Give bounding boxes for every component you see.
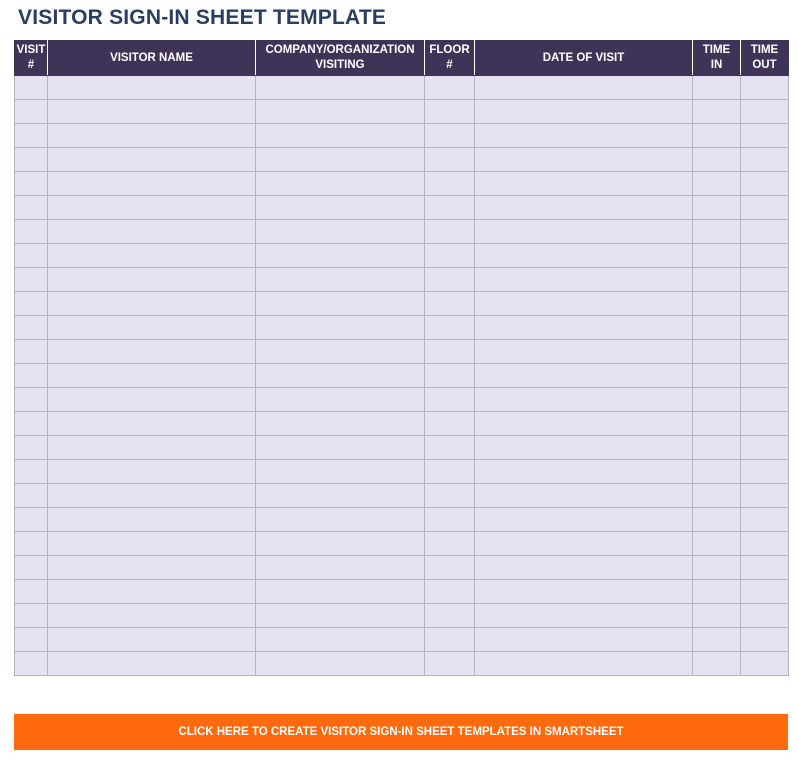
cell-visitor-name[interactable] bbox=[48, 532, 256, 556]
cell-time-out[interactable] bbox=[741, 76, 789, 100]
cell-visit-number[interactable] bbox=[15, 340, 48, 364]
cell-visit-number[interactable] bbox=[15, 100, 48, 124]
cell-time-out[interactable] bbox=[741, 316, 789, 340]
cell-date[interactable] bbox=[475, 100, 693, 124]
cell-company[interactable] bbox=[256, 316, 425, 340]
create-template-banner-button[interactable]: CLICK HERE TO CREATE VISITOR SIGN-IN SHEET TEMPLATES IN SMARTSHEET bbox=[14, 714, 788, 750]
cell-floor[interactable] bbox=[425, 124, 475, 148]
table-row bbox=[15, 364, 789, 388]
cell-company[interactable] bbox=[256, 580, 425, 604]
cell-company[interactable] bbox=[256, 628, 425, 652]
cell-visitor-name[interactable] bbox=[48, 460, 256, 484]
cell-time-out[interactable] bbox=[741, 532, 789, 556]
cell-floor[interactable] bbox=[425, 532, 475, 556]
cell-company[interactable] bbox=[256, 412, 425, 436]
cell-time-in[interactable] bbox=[693, 364, 741, 388]
cell-date[interactable] bbox=[475, 364, 693, 388]
table-row bbox=[15, 388, 789, 412]
cell-visitor-name[interactable] bbox=[48, 196, 256, 220]
cell-visit-number[interactable] bbox=[15, 436, 48, 460]
table-row bbox=[15, 340, 789, 364]
cell-company[interactable] bbox=[256, 76, 425, 100]
cell-company[interactable] bbox=[256, 100, 425, 124]
cell-time-in[interactable] bbox=[693, 220, 741, 244]
cell-time-out[interactable] bbox=[741, 196, 789, 220]
cell-visitor-name[interactable] bbox=[48, 436, 256, 460]
cell-time-out[interactable] bbox=[741, 652, 789, 676]
cell-date[interactable] bbox=[475, 292, 693, 316]
cell-floor[interactable] bbox=[425, 196, 475, 220]
cell-company[interactable] bbox=[256, 556, 425, 580]
cell-time-in[interactable] bbox=[693, 460, 741, 484]
cell-visitor-name[interactable] bbox=[48, 340, 256, 364]
cell-time-in[interactable] bbox=[693, 412, 741, 436]
cell-date[interactable] bbox=[475, 580, 693, 604]
cell-time-out[interactable] bbox=[741, 628, 789, 652]
cell-floor[interactable] bbox=[425, 172, 475, 196]
cell-date[interactable] bbox=[475, 268, 693, 292]
cell-time-in[interactable] bbox=[693, 580, 741, 604]
cell-company[interactable] bbox=[256, 436, 425, 460]
cell-time-out[interactable] bbox=[741, 604, 789, 628]
cell-date[interactable] bbox=[475, 556, 693, 580]
cell-date[interactable] bbox=[475, 196, 693, 220]
cell-visit-number[interactable] bbox=[15, 484, 48, 508]
cell-floor[interactable] bbox=[425, 628, 475, 652]
table-row bbox=[15, 292, 789, 316]
cell-floor[interactable] bbox=[425, 508, 475, 532]
table-row bbox=[15, 436, 789, 460]
cell-floor[interactable] bbox=[425, 436, 475, 460]
cell-time-out[interactable] bbox=[741, 172, 789, 196]
cell-time-in[interactable] bbox=[693, 196, 741, 220]
cell-time-out[interactable] bbox=[741, 124, 789, 148]
cell-visit-number[interactable] bbox=[15, 604, 48, 628]
cell-time-out[interactable] bbox=[741, 244, 789, 268]
table-row bbox=[15, 316, 789, 340]
cell-time-out[interactable] bbox=[741, 268, 789, 292]
cell-company[interactable] bbox=[256, 292, 425, 316]
cell-floor[interactable] bbox=[425, 244, 475, 268]
table-row bbox=[15, 412, 789, 436]
cell-floor[interactable] bbox=[425, 220, 475, 244]
cell-company[interactable] bbox=[256, 196, 425, 220]
cell-company[interactable] bbox=[256, 532, 425, 556]
cell-date[interactable] bbox=[475, 316, 693, 340]
table-body bbox=[15, 76, 789, 676]
table-row bbox=[15, 172, 789, 196]
cell-date[interactable] bbox=[475, 484, 693, 508]
cell-company[interactable] bbox=[256, 340, 425, 364]
cell-time-out[interactable] bbox=[741, 100, 789, 124]
table-row bbox=[15, 268, 789, 292]
cell-time-out[interactable] bbox=[741, 436, 789, 460]
cell-time-out[interactable] bbox=[741, 460, 789, 484]
table-row bbox=[15, 100, 789, 124]
cell-visitor-name[interactable] bbox=[48, 580, 256, 604]
cell-company[interactable] bbox=[256, 604, 425, 628]
cell-floor[interactable] bbox=[425, 652, 475, 676]
cell-visitor-name[interactable] bbox=[48, 388, 256, 412]
cell-time-out[interactable] bbox=[741, 388, 789, 412]
page-title: VISITOR SIGN-IN SHEET TEMPLATE bbox=[18, 6, 387, 29]
cell-time-out[interactable] bbox=[741, 292, 789, 316]
cell-time-in[interactable] bbox=[693, 484, 741, 508]
cell-visit-number[interactable] bbox=[15, 580, 48, 604]
cell-floor[interactable] bbox=[425, 340, 475, 364]
cell-visit-number[interactable] bbox=[15, 148, 48, 172]
cell-company[interactable] bbox=[256, 652, 425, 676]
visitor-sign-in-table bbox=[14, 40, 789, 676]
cell-time-in[interactable] bbox=[693, 316, 741, 340]
cell-time-out[interactable] bbox=[741, 364, 789, 388]
cell-time-out[interactable] bbox=[741, 484, 789, 508]
cell-visit-number[interactable] bbox=[15, 76, 48, 100]
cell-visitor-name[interactable] bbox=[48, 508, 256, 532]
cell-visitor-name[interactable] bbox=[48, 268, 256, 292]
cell-date[interactable] bbox=[475, 244, 693, 268]
table-row bbox=[15, 652, 789, 676]
cell-date[interactable] bbox=[475, 460, 693, 484]
cell-company[interactable] bbox=[256, 124, 425, 148]
cell-visitor-name[interactable] bbox=[48, 652, 256, 676]
cell-time-out[interactable] bbox=[741, 508, 789, 532]
cell-company[interactable] bbox=[256, 484, 425, 508]
table-row bbox=[15, 148, 789, 172]
column-header-floor: FLOOR # bbox=[425, 41, 475, 76]
table-row bbox=[15, 244, 789, 268]
cell-time-in[interactable] bbox=[693, 100, 741, 124]
cell-time-in[interactable] bbox=[693, 532, 741, 556]
cell-time-out[interactable] bbox=[741, 556, 789, 580]
cell-floor[interactable] bbox=[425, 412, 475, 436]
cell-time-in[interactable] bbox=[693, 76, 741, 100]
cell-visit-number[interactable] bbox=[15, 124, 48, 148]
cell-time-in[interactable] bbox=[693, 268, 741, 292]
table-row bbox=[15, 556, 789, 580]
cell-floor[interactable] bbox=[425, 460, 475, 484]
cell-floor[interactable] bbox=[425, 76, 475, 100]
cell-visit-number[interactable] bbox=[15, 388, 48, 412]
cell-floor[interactable] bbox=[425, 484, 475, 508]
cell-visitor-name[interactable] bbox=[48, 364, 256, 388]
table-row bbox=[15, 580, 789, 604]
table-row bbox=[15, 604, 789, 628]
cell-visitor-name[interactable] bbox=[48, 124, 256, 148]
cell-visitor-name[interactable] bbox=[48, 292, 256, 316]
cell-visitor-name[interactable] bbox=[48, 172, 256, 196]
cell-visit-number[interactable] bbox=[15, 220, 48, 244]
cell-company[interactable] bbox=[256, 172, 425, 196]
cell-time-in[interactable] bbox=[693, 124, 741, 148]
table-row bbox=[15, 628, 789, 652]
cell-floor[interactable] bbox=[425, 556, 475, 580]
cell-date[interactable] bbox=[475, 436, 693, 460]
cell-visit-number[interactable] bbox=[15, 508, 48, 532]
table-row bbox=[15, 124, 789, 148]
column-header-company: COMPANY/ORGANIZATION VISITING bbox=[256, 41, 425, 76]
cell-time-out[interactable] bbox=[741, 412, 789, 436]
cell-visit-number[interactable] bbox=[15, 652, 48, 676]
table-row bbox=[15, 460, 789, 484]
cell-visit-number[interactable] bbox=[15, 292, 48, 316]
cell-visitor-name[interactable] bbox=[48, 148, 256, 172]
cell-time-in[interactable] bbox=[693, 628, 741, 652]
cell-time-in[interactable] bbox=[693, 172, 741, 196]
table-header-row bbox=[15, 41, 789, 76]
cell-floor[interactable] bbox=[425, 148, 475, 172]
cell-visitor-name[interactable] bbox=[48, 316, 256, 340]
cell-visit-number[interactable] bbox=[15, 364, 48, 388]
table-row bbox=[15, 220, 789, 244]
cell-visit-number[interactable] bbox=[15, 316, 48, 340]
cell-visit-number[interactable] bbox=[15, 460, 48, 484]
cell-date[interactable] bbox=[475, 124, 693, 148]
cell-floor[interactable] bbox=[425, 316, 475, 340]
cell-visitor-name[interactable] bbox=[48, 556, 256, 580]
cell-visitor-name[interactable] bbox=[48, 244, 256, 268]
cell-date[interactable] bbox=[475, 508, 693, 532]
table-row bbox=[15, 484, 789, 508]
column-header-date: DATE OF VISIT bbox=[475, 41, 693, 76]
table-row bbox=[15, 196, 789, 220]
cell-company[interactable] bbox=[256, 244, 425, 268]
cell-visit-number[interactable] bbox=[15, 268, 48, 292]
cell-time-out[interactable] bbox=[741, 148, 789, 172]
cell-time-in[interactable] bbox=[693, 508, 741, 532]
cell-date[interactable] bbox=[475, 628, 693, 652]
cell-date[interactable] bbox=[475, 604, 693, 628]
cell-time-in[interactable] bbox=[693, 148, 741, 172]
cell-visitor-name[interactable] bbox=[48, 628, 256, 652]
cell-visitor-name[interactable] bbox=[48, 220, 256, 244]
column-header-visit-number: VISIT # bbox=[15, 41, 48, 76]
cell-date[interactable] bbox=[475, 532, 693, 556]
cell-company[interactable] bbox=[256, 148, 425, 172]
cell-company[interactable] bbox=[256, 388, 425, 412]
cell-visitor-name[interactable] bbox=[48, 604, 256, 628]
cell-time-in[interactable] bbox=[693, 292, 741, 316]
table-row bbox=[15, 508, 789, 532]
cell-time-out[interactable] bbox=[741, 340, 789, 364]
cell-date[interactable] bbox=[475, 412, 693, 436]
cell-company[interactable] bbox=[256, 508, 425, 532]
cell-time-out[interactable] bbox=[741, 580, 789, 604]
cell-date[interactable] bbox=[475, 220, 693, 244]
cell-floor[interactable] bbox=[425, 580, 475, 604]
cell-visitor-name[interactable] bbox=[48, 412, 256, 436]
cell-visit-number[interactable] bbox=[15, 628, 48, 652]
cell-date[interactable] bbox=[475, 172, 693, 196]
cell-visit-number[interactable] bbox=[15, 196, 48, 220]
cell-time-in[interactable] bbox=[693, 436, 741, 460]
table-row bbox=[15, 76, 789, 100]
column-header-time-out: TIME OUT bbox=[741, 41, 789, 76]
cell-time-in[interactable] bbox=[693, 388, 741, 412]
cell-company[interactable] bbox=[256, 364, 425, 388]
cell-date[interactable] bbox=[475, 148, 693, 172]
cell-floor[interactable] bbox=[425, 364, 475, 388]
cell-floor[interactable] bbox=[425, 388, 475, 412]
cell-date[interactable] bbox=[475, 652, 693, 676]
cell-floor[interactable] bbox=[425, 604, 475, 628]
cell-visit-number[interactable] bbox=[15, 412, 48, 436]
cell-visit-number[interactable] bbox=[15, 172, 48, 196]
cell-time-in[interactable] bbox=[693, 604, 741, 628]
table-row bbox=[15, 532, 789, 556]
cell-date[interactable] bbox=[475, 76, 693, 100]
cell-visitor-name[interactable] bbox=[48, 76, 256, 100]
cell-visit-number[interactable] bbox=[15, 556, 48, 580]
cell-company[interactable] bbox=[256, 268, 425, 292]
column-header-visitor-name: VISITOR NAME bbox=[48, 41, 256, 76]
cell-time-in[interactable] bbox=[693, 244, 741, 268]
cell-time-out[interactable] bbox=[741, 220, 789, 244]
cell-company[interactable] bbox=[256, 220, 425, 244]
cell-company[interactable] bbox=[256, 460, 425, 484]
cell-time-in[interactable] bbox=[693, 652, 741, 676]
cell-visitor-name[interactable] bbox=[48, 100, 256, 124]
cell-time-in[interactable] bbox=[693, 340, 741, 364]
cell-date[interactable] bbox=[475, 388, 693, 412]
cell-floor[interactable] bbox=[425, 268, 475, 292]
column-header-time-in: TIME IN bbox=[693, 41, 741, 76]
cell-time-in[interactable] bbox=[693, 556, 741, 580]
cell-visit-number[interactable] bbox=[15, 532, 48, 556]
cell-visit-number[interactable] bbox=[15, 244, 48, 268]
cell-visitor-name[interactable] bbox=[48, 484, 256, 508]
cell-floor[interactable] bbox=[425, 100, 475, 124]
cell-date[interactable] bbox=[475, 340, 693, 364]
cell-floor[interactable] bbox=[425, 292, 475, 316]
